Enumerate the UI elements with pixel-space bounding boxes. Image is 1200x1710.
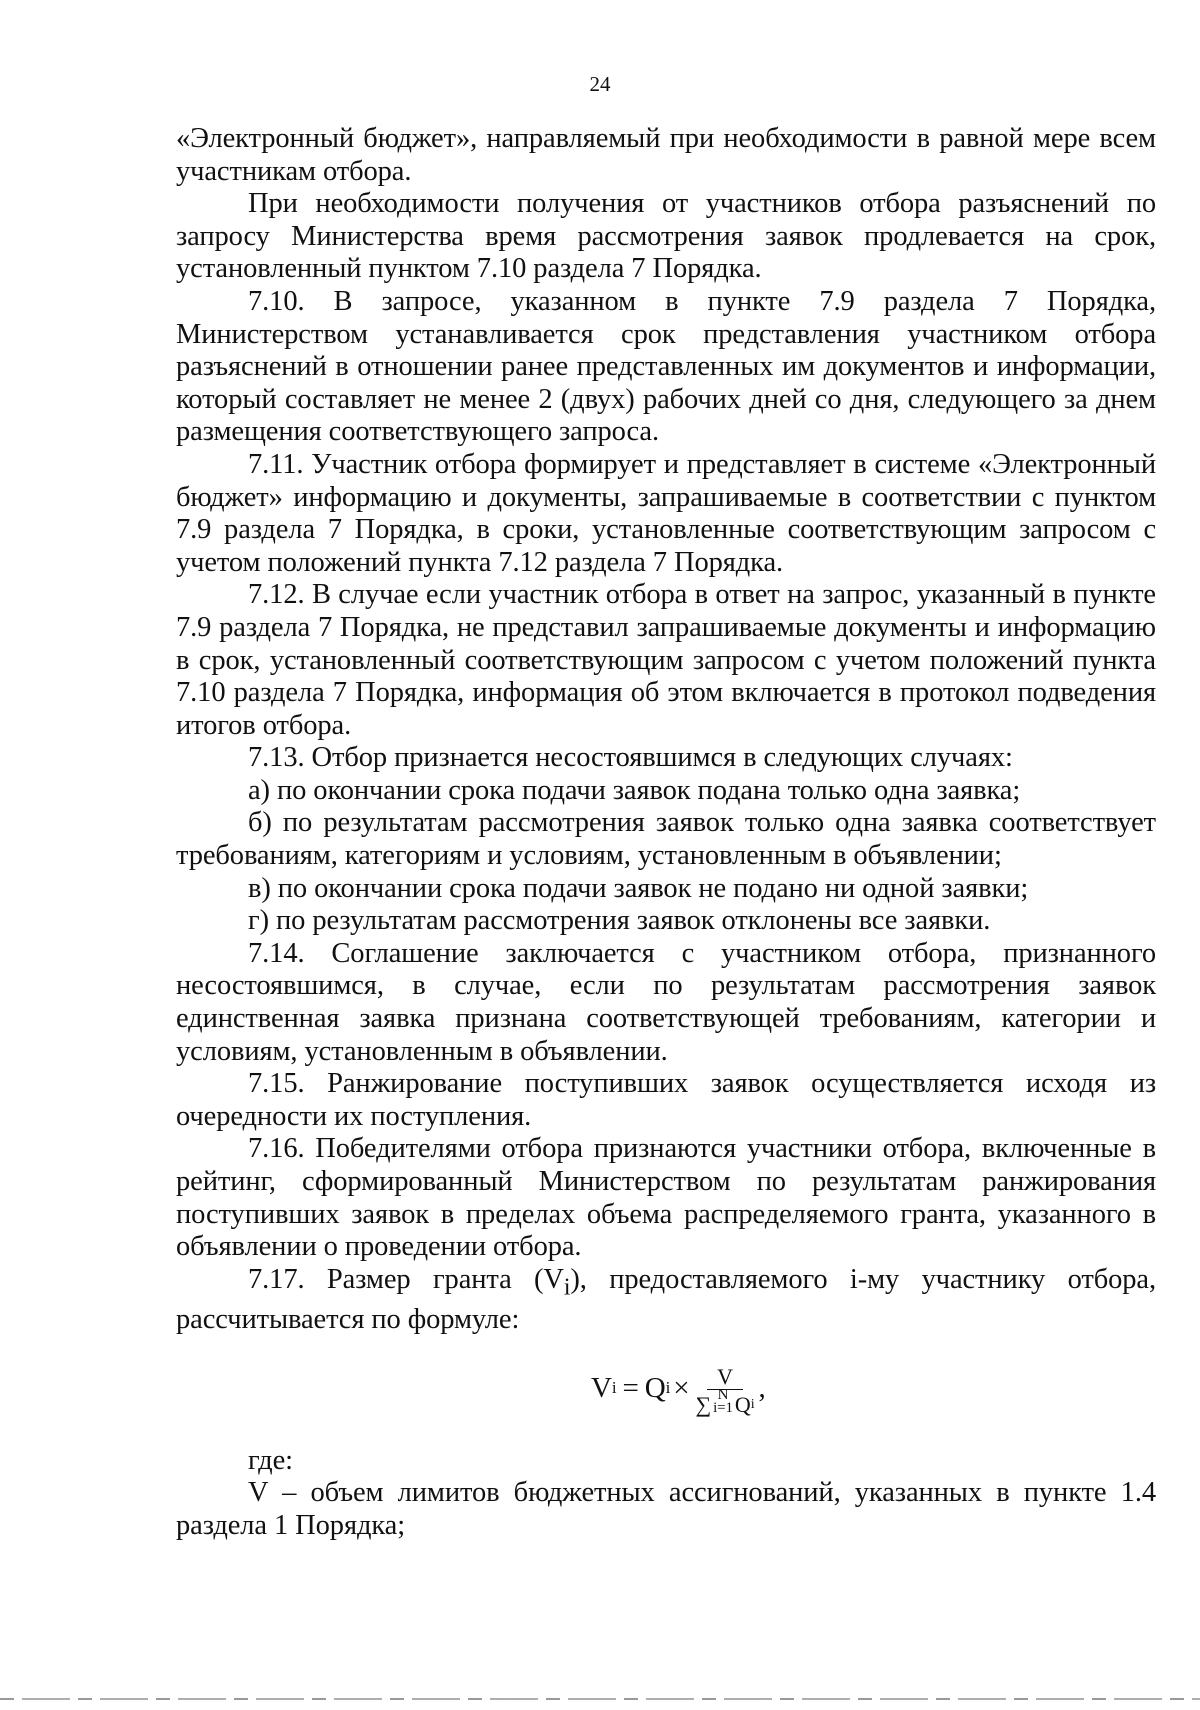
paragraph-7-12: 7.12. В случае если участник отбора в ответ на запрос, указанный в пункте 7.9 раздела 7 Порядка, не представил запрашиваемые документы и информацию в срок, установленный соответствующим запросом с учетом положений пункта 7.10 раздела 7 Порядка, информация об этом включается в протокол подведения итогов отбора. [176, 579, 1156, 741]
paragraph-7-15: 7.15. Ранжирование поступивших заявок осуществляется исходя из очередности их поступления. [176, 1068, 1156, 1132]
formula-trailing-comma: , [758, 1371, 766, 1404]
list-item-a: а) по окончании срока подачи заявок подана только одна заявка; [248, 774, 1021, 806]
paragraph-clarification-extension: При необходимости получения от участников отбора разъяснений по запросу Министерства время рассмотрения заявок продлевается на срок, установленный пунктом 7.10 раздела 7 Порядка. [176, 188, 1156, 285]
formula-times: × [673, 1371, 690, 1404]
formula-q: Q [644, 1371, 666, 1404]
paragraph-v-definition: V – объем лимитов бюджетных ассигнований, указанных в пункте 1.4 раздела 1 Порядка; [176, 1477, 1156, 1541]
list-item-v: в) по окончании срока подачи заявок не подано ни одной заявки; [248, 872, 1029, 904]
formula-lhs: V [591, 1371, 612, 1404]
sum-lower-limit: i=1 [713, 1399, 733, 1416]
document-body [176, 123, 1156, 1542]
formula-q-subscript: i [665, 1377, 671, 1397]
formula-denominator [695, 1386, 755, 1420]
grant-formula [176, 1347, 1156, 1439]
formula-numerator: V [707, 1365, 743, 1390]
paragraph-7-17-start: 7.17. Размер гранта (V [248, 1263, 564, 1295]
paragraph-7-16: 7.16. Победителями отбора признаются участники отбора, включенные в рейтинг, сформированный Министерством по результатам ранжирования поступивших заявок в пределах объема распределяемого гранта, указанного в объявлении о проведении отбора. [176, 1133, 1156, 1263]
sum-symbol: ∑ [695, 1391, 712, 1417]
paragraph-7-17-subscript: i [563, 1274, 571, 1301]
paragraph-7-10: 7.10. В запросе, указанном в пункте 7.9 раздела 7 Порядка, Министерством устанавливается срок представления участником отбора разъяснений в отношении ранее представленных им документов и информации, который составляет не менее 2 (двух) рабочих дней со дня, следующего за днем размещения соответствующего запроса. [176, 285, 1156, 448]
formula-den-q-subscript: i [750, 1396, 755, 1412]
list-item-g: г) по результатам рассмотрения заявок отклонены все заявки. [248, 905, 991, 937]
formula-equals: = [622, 1371, 639, 1404]
formula-expression [591, 1361, 766, 1416]
formula-lhs-subscript: i [611, 1377, 617, 1397]
formula-den-q: Q [734, 1391, 751, 1417]
list-item-b: б) по результатам рассмотрения заявок только одна заявка соответствует требованиям, категориям и условиям, установленным в объявлении; [176, 807, 1156, 872]
paragraph-7-14: 7.14. Соглашение заключается с участником отбора, признанного несостоявшимся, в случае, если по результатам рассмотрения заявок единственная заявка признана соответствующей требованиям, категории и условиям, установленным в объявлении. [176, 937, 1156, 1067]
paragraph-7-17 [176, 1264, 1156, 1337]
sum-limits [713, 1386, 733, 1416]
paragraph-7-17-end: ), предоставляемого i-му участнику отбора, рассчитывается по формуле: [176, 1263, 1156, 1336]
scan-artifact-line [0, 1698, 1200, 1700]
paragraph-continuation: «Электронный бюджет», направляемый при необходимости в равной мере всем участникам отбора. [176, 123, 1156, 187]
page-number: 24 [589, 72, 611, 96]
paragraph-7-13: 7.13. Отбор признается несостоявшимся в следующих случаях: [248, 742, 1013, 774]
formula-fraction [695, 1365, 754, 1420]
sum-upper-limit: N [717, 1386, 729, 1403]
paragraph-7-11: 7.11. Участник отбора формирует и представляет в системе «Электронный бюджет» информацию и документы, запрашиваемые в соответствии с пунктом 7.9 раздела 7 Порядка, в сроки, установленные соответствующим запросом с учетом положений пункта 7.12 раздела 7 Порядка. [176, 448, 1156, 578]
paragraph-where: где: [248, 1444, 293, 1476]
